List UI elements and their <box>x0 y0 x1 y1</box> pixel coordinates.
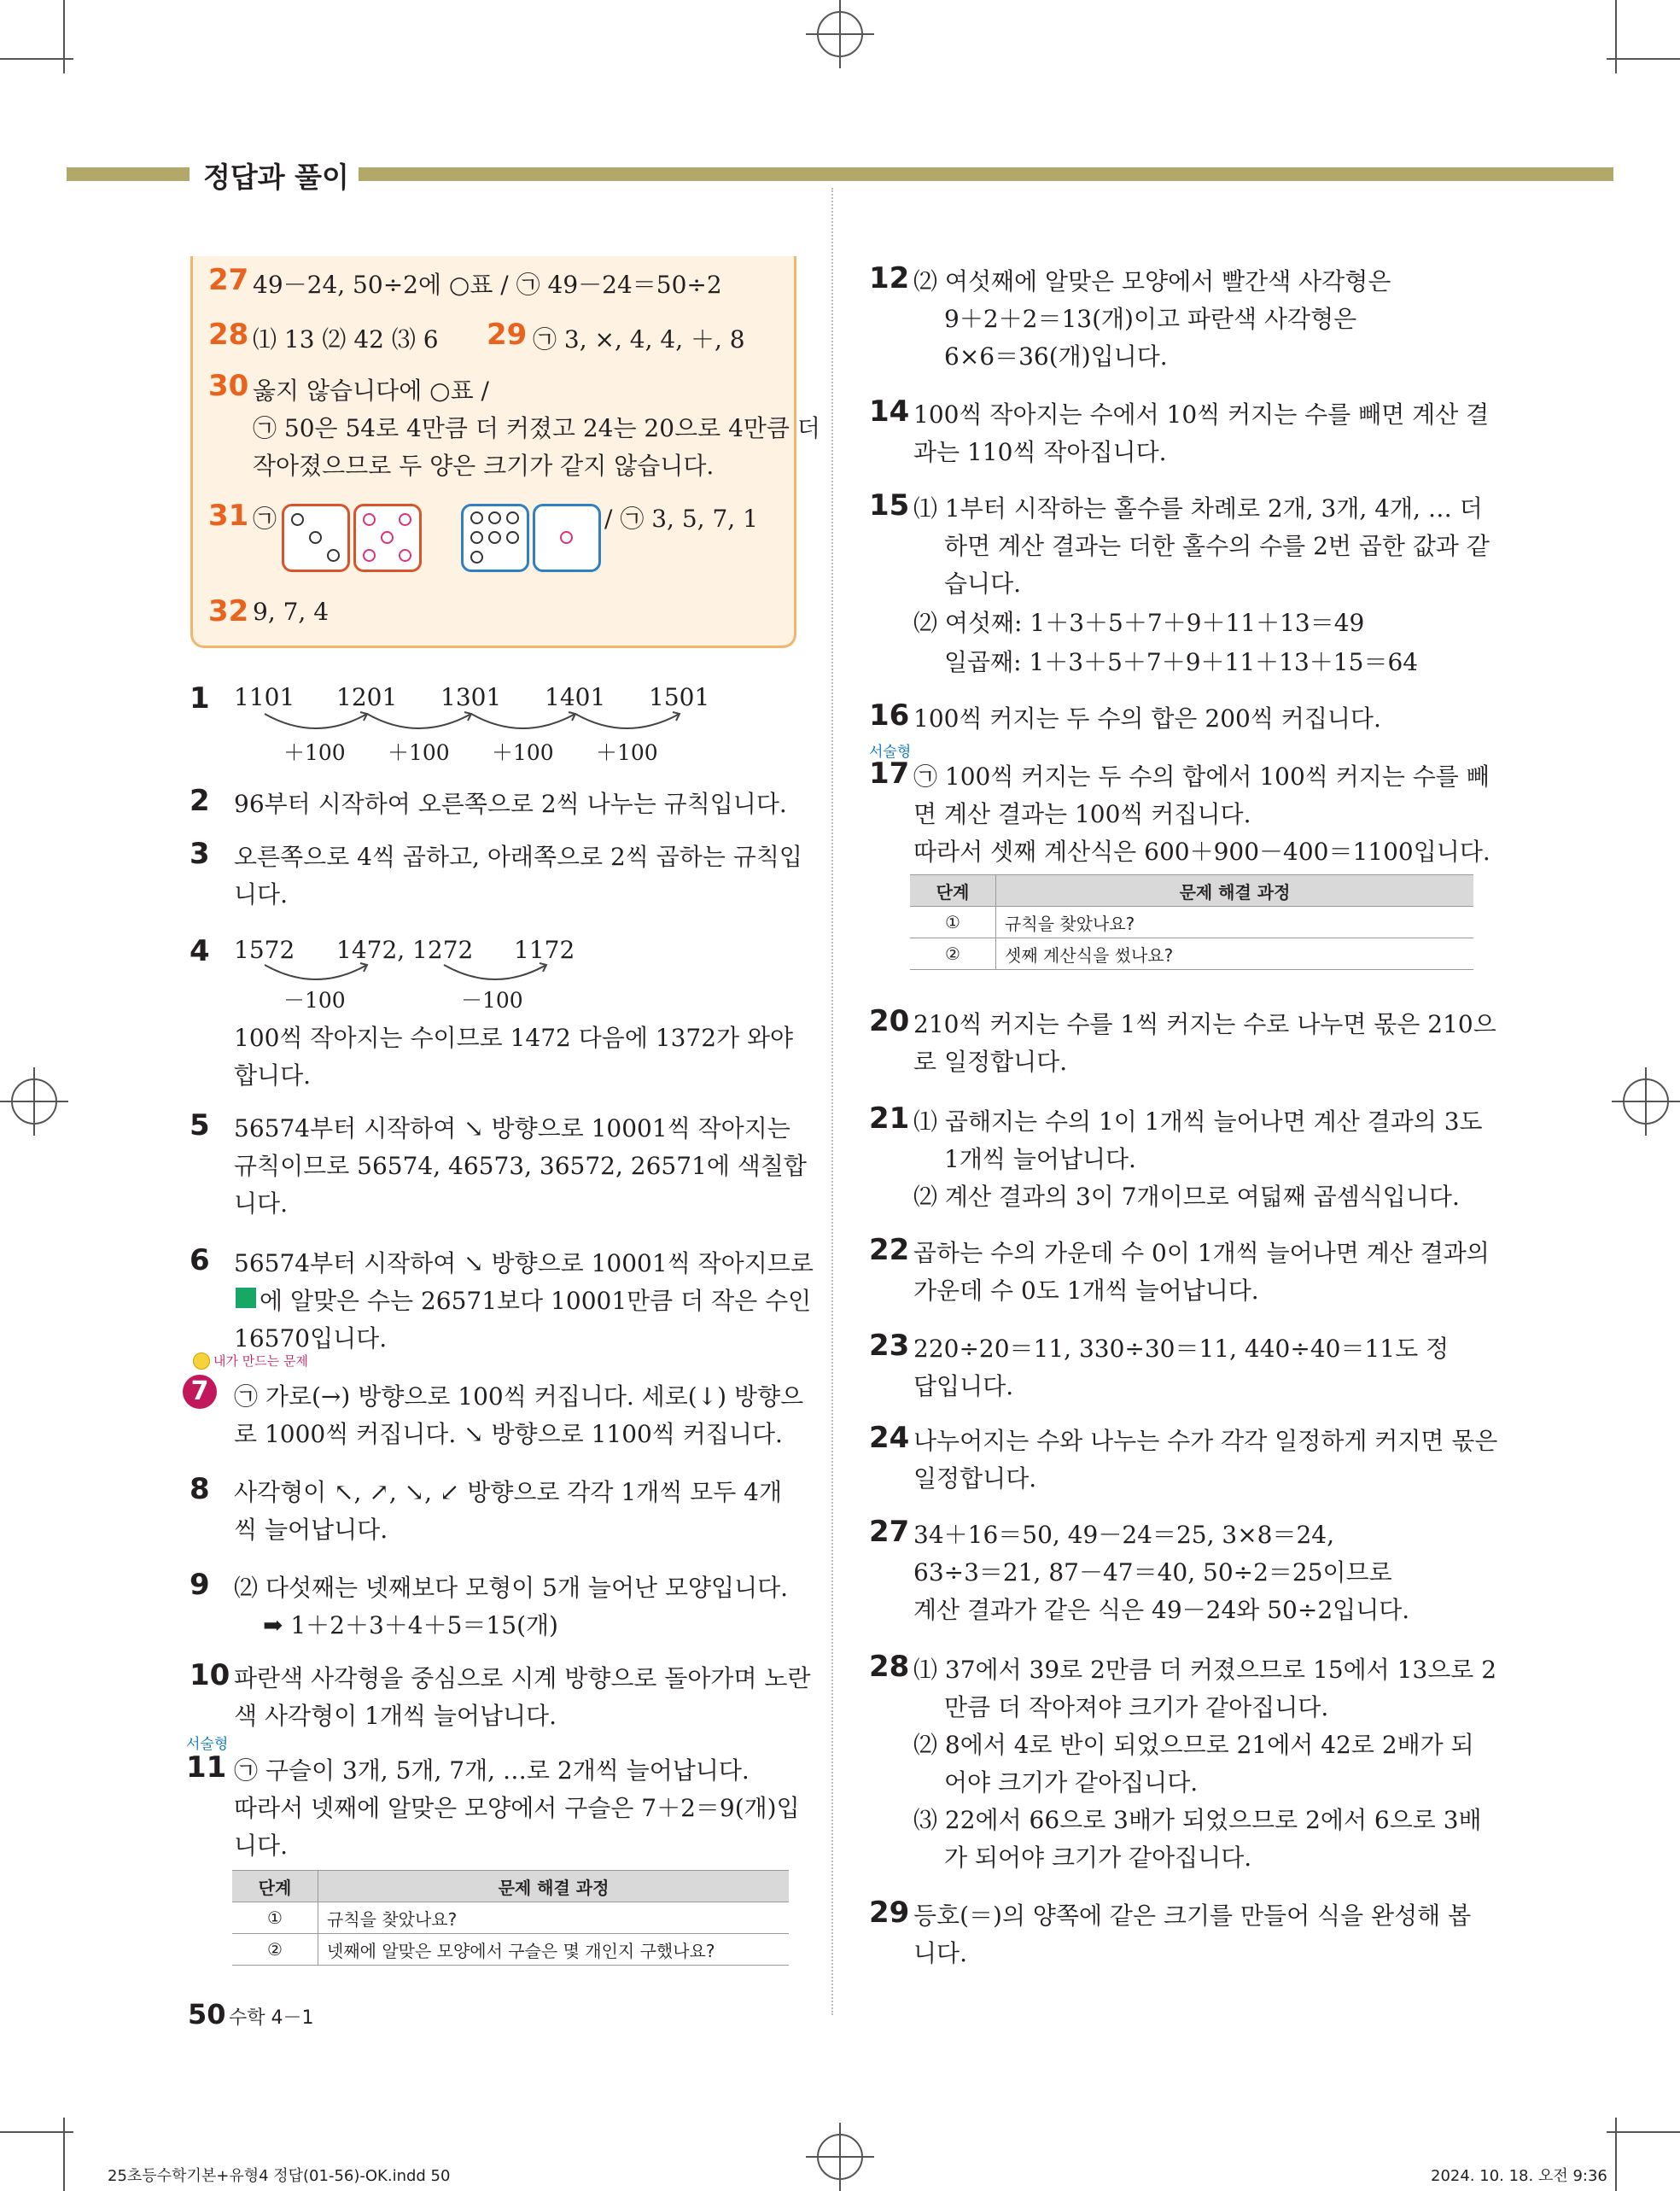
q-number: 12 <box>869 261 910 295</box>
step-label: －100 <box>461 988 523 1013</box>
q-number: 5 <box>190 1108 210 1142</box>
answer-text: 16570입니다. <box>234 1324 388 1353</box>
q-number: 31 <box>208 499 249 533</box>
answer-text: 6×6＝36(개)입니다. <box>944 342 1168 371</box>
q-number: 20 <box>869 1004 910 1038</box>
q-number: 21 <box>869 1101 910 1136</box>
q-number: 14 <box>869 394 910 429</box>
scoring-table <box>910 874 1473 970</box>
answer-text: 100씩 작아지는 수에서 10씩 커지는 수를 빼면 계산 결 <box>913 400 1490 429</box>
registration-mark <box>0 1059 68 1144</box>
sequence-value: 1301 <box>440 683 502 711</box>
answer-text: 오른쪽으로 4씩 곱하고, 아래쪽으로 2씩 곱하는 규칙입 <box>234 843 802 871</box>
answer-text: ⑵ 여섯째: 1＋3＋5＋7＋9＋11＋13＝49 <box>913 609 1365 637</box>
q-number: 27 <box>208 263 249 297</box>
answer-text: 56574부터 시작하여 ↘ 방향으로 10001씩 작아지는 <box>234 1114 790 1142</box>
q-number: 2 <box>190 784 210 818</box>
crop-mark <box>1615 0 1617 73</box>
sequence-value: 1572 <box>234 936 295 964</box>
answer-text: 96부터 시작하여 오른쪽으로 2씩 나누는 규칙입니다. <box>234 790 787 818</box>
answer-text: ⑴ 곱해지는 수의 1이 1개씩 늘어나면 계산 결과의 3도 <box>913 1107 1483 1136</box>
q-number: 16 <box>869 698 910 733</box>
answer-text: 220÷20＝11, 330÷30＝11, 440÷40＝11도 정 <box>913 1335 1450 1363</box>
answer-text: 56574부터 시작하여 ↘ 방향으로 10001씩 작아지므로 <box>234 1249 814 1277</box>
die-blue-7 <box>461 504 529 572</box>
sequence-value: 1472, 1272 <box>336 936 474 964</box>
answer-text: 작아졌으므로 두 양은 크기가 같지 않습니다. <box>253 452 715 480</box>
answer-text: 어야 크기가 같아집니다. <box>944 1768 1199 1797</box>
green-square-icon <box>236 1288 256 1308</box>
q-number: 29 <box>487 318 528 352</box>
answer-text: 34＋16＝50, 49－24＝25, 3×8＝24, <box>913 1521 1334 1549</box>
crop-mark <box>1607 2131 1680 2133</box>
answer-text: 등호(＝)의 양쪽에 같은 크기를 만들어 식을 완성해 봅 <box>913 1902 1472 1930</box>
answer-text: 9, 7, 4 <box>253 598 330 626</box>
table-cell: ② <box>232 1934 318 1966</box>
table-cell: ② <box>910 938 996 970</box>
sequence-value: 1401 <box>545 683 606 711</box>
problem-tag: 내가 만드는 문제 <box>213 1353 308 1369</box>
table-header: 단계 <box>910 875 996 907</box>
column-divider <box>831 188 833 2015</box>
step-label: ＋100 <box>388 740 450 765</box>
q-number: 17 <box>869 757 910 791</box>
answer-text: 49－24, 50÷2에 ○표 / ㉠ 49－24＝50÷2 <box>253 271 722 299</box>
q-number: 6 <box>190 1243 210 1277</box>
table-cell: ① <box>910 907 996 938</box>
table-cell: ① <box>232 1902 318 1934</box>
answer-text: 답입니다. <box>913 1372 1014 1400</box>
answer-text: 가 되어야 크기가 같아집니다. <box>944 1843 1252 1872</box>
answer-text: 면 계산 결과는 100씩 커집니다. <box>913 800 1251 828</box>
q-number: 22 <box>869 1233 910 1267</box>
answer-text: 에 알맞은 수는 26571보다 10001만큼 더 작은 수인 <box>260 1287 812 1315</box>
answer-text: 로 1000씩 커집니다. ↘ 방향으로 1100씩 커집니다. <box>234 1420 783 1448</box>
q-number: 3 <box>190 837 210 871</box>
answer-text: 계산 결과가 같은 식은 49－24와 50÷2입니다. <box>913 1596 1410 1624</box>
header-bar-left <box>67 167 190 181</box>
answer-text: 색 사각형이 1개씩 늘어납니다. <box>234 1702 557 1730</box>
table-header: 문제 해결 과정 <box>318 1871 790 1902</box>
answer-text: ⑴ 13 ⑵ 42 ⑶ 6 <box>253 325 439 353</box>
answer-text: ⑶ 22에서 66으로 3배가 되었으므로 2에서 6으로 3배 <box>913 1806 1482 1834</box>
answer-text: 옳지 않습니다에 ○표 / <box>253 377 489 405</box>
answer-text: 100씩 커지는 두 수의 합은 200씩 커집니다. <box>913 704 1381 733</box>
answer-text: 습니다. <box>944 570 1022 598</box>
answer-text: 로 일정합니다. <box>913 1048 1068 1076</box>
answer-text: 9＋2＋2＝13(개)이고 파란색 사각형은 <box>944 305 1357 333</box>
q-number: 8 <box>190 1472 210 1506</box>
q-number: 1 <box>190 681 210 716</box>
smiley-icon <box>193 1353 210 1370</box>
die-red-5 <box>353 504 422 572</box>
answer-text: 규칙이므로 56574, 46573, 36572, 26571에 색칠합 <box>234 1152 807 1180</box>
answer-text: 210씩 커지는 수를 1씩 커지는 수로 나누면 몫은 210으 <box>913 1010 1496 1038</box>
q-number: 4 <box>190 934 210 968</box>
answer-text: ⑵ 다섯째는 넷째보다 모형이 5개 늘어난 모양입니다. <box>234 1574 789 1602</box>
answer-text: 니다. <box>913 1939 967 1967</box>
q-number: 28 <box>208 318 249 352</box>
sequence-value: 1201 <box>336 683 398 711</box>
answer-text: / ㉠ 3, 5, 7, 1 <box>604 505 758 533</box>
print-file-info: 25초등수학기본+유형4 정답(01-56)-OK.indd 50 <box>108 2167 451 2185</box>
answer-text: ㉠ 100씩 커지는 두 수의 합에서 100씩 커지는 수를 빼 <box>913 762 1490 791</box>
q-number: 27 <box>869 1515 910 1549</box>
answer-text: 니다. <box>234 1189 288 1218</box>
answer-text: 합니다. <box>234 1061 312 1090</box>
answer-text: 씩 늘어납니다. <box>234 1516 388 1544</box>
sequence-value: 1501 <box>649 683 710 711</box>
step-label: ＋100 <box>596 740 658 765</box>
q-number: 32 <box>208 594 249 628</box>
answer-text: 일곱째: 1＋3＋5＋7＋9＋11＋13＋15＝64 <box>944 648 1419 676</box>
scoring-table <box>232 1870 789 1966</box>
die-red-3 <box>282 504 350 572</box>
answer-text: ㉠ <box>253 505 277 533</box>
registration-mark <box>1612 1059 1680 1144</box>
answer-text: ➡ 1＋2＋3＋4＋5＝15(개) <box>263 1611 558 1639</box>
answer-text: 사각형이 ↖, ↗, ↘, ↙ 방향으로 각각 1개씩 모두 4개 <box>234 1478 782 1506</box>
answer-text: ㉠ 구슬이 3개, 5개, 7개, …로 2개씩 늘어납니다. <box>234 1756 750 1785</box>
answer-text: 니다. <box>234 880 288 909</box>
registration-mark <box>797 2123 883 2191</box>
answer-text: 가운데 수 0도 1개씩 늘어납니다. <box>913 1277 1259 1305</box>
answer-text: 1개씩 늘어납니다. <box>944 1145 1136 1173</box>
answer-text: 파란색 사각형을 중심으로 시계 방향으로 돌아가며 노란 <box>234 1664 811 1692</box>
step-label: －100 <box>283 988 346 1013</box>
table-header: 단계 <box>232 1871 318 1902</box>
q-number: 24 <box>869 1421 910 1455</box>
answer-text: ⑵ 여섯째에 알맞은 모양에서 빨간색 사각형은 <box>913 267 1391 295</box>
q-number: 29 <box>869 1896 910 1930</box>
page-number: 50 <box>188 1998 226 2030</box>
answer-text: 만큼 더 작아져야 크기가 같아집니다. <box>944 1693 1329 1721</box>
table-cell: 규칙을 찾았나요? <box>318 1902 790 1934</box>
print-date: 2024. 10. 18. 오전 9:36 <box>1431 2167 1607 2185</box>
answer-text: ㉠ 가로(→) 방향으로 100씩 커집니다. 세로(↓) 방향으 <box>234 1382 804 1411</box>
answer-text: ㉠ 50은 54로 4만큼 더 커졌고 24는 20으로 4만큼 더 <box>253 414 820 442</box>
sequence-value: 1101 <box>234 683 295 711</box>
crop-mark <box>63 2118 65 2191</box>
q-number: 30 <box>208 369 249 403</box>
answer-text: 과는 110씩 작아집니다. <box>913 438 1167 466</box>
answer-text: 63÷3＝21, 87－47＝40, 50÷2＝25이므로 <box>913 1558 1392 1586</box>
answer-text: ㉠ 3, ×, 4, 4, ＋, 8 <box>533 325 745 353</box>
crop-mark <box>1607 58 1680 60</box>
header-bar-right <box>359 167 1613 181</box>
step-label: ＋100 <box>492 740 554 765</box>
subject-label: 수학 4－1 <box>229 2007 314 2029</box>
sequence-value: 1172 <box>514 936 575 964</box>
answer-text: 일정합니다. <box>913 1464 1037 1493</box>
answer-text: ⑵ 8에서 4로 반이 되었으므로 21에서 42로 2배가 되 <box>913 1731 1474 1759</box>
table-cell: 넷째에 알맞은 모양에서 구슬은 몇 개인지 구했나요? <box>318 1934 790 1966</box>
registration-mark <box>797 0 883 68</box>
q-number: 23 <box>869 1329 910 1363</box>
q-number: 11 <box>186 1750 227 1785</box>
answer-text: 따라서 셋째 계산식은 600＋900－400＝1100입니다. <box>913 838 1490 866</box>
page-title: 정답과 풀이 <box>203 161 349 194</box>
descriptive-tag: 서술형 <box>869 744 912 761</box>
q-number: 10 <box>190 1658 230 1692</box>
table-header: 문제 해결 과정 <box>996 875 1474 907</box>
q-number-badge: 7 <box>183 1375 217 1409</box>
answer-text: 100씩 작아지는 수이므로 1472 다음에 1372가 와야 <box>234 1024 794 1052</box>
q-number: 9 <box>190 1568 210 1602</box>
step-label: ＋100 <box>283 740 346 765</box>
q-number: 28 <box>869 1650 910 1684</box>
answer-text: ⑴ 37에서 39로 2만큼 더 커졌으므로 15에서 13으로 2 <box>913 1656 1497 1684</box>
answer-text: 나누어지는 수와 나누는 수가 각각 일정하게 커지면 몫은 <box>913 1427 1498 1455</box>
crop-mark <box>63 0 65 73</box>
descriptive-tag: 서술형 <box>186 1736 229 1753</box>
table-cell: 규칙을 찾았나요? <box>996 907 1474 938</box>
answer-text: ⑵ 계산 결과의 3이 7개이므로 여덟째 곱셈식입니다. <box>913 1183 1460 1211</box>
answer-text: ⑴ 1부터 시작하는 홀수를 차례로 2개, 3개, 4개, … 더 <box>913 494 1483 523</box>
answer-text: 따라서 넷째에 알맞은 모양에서 구슬은 7＋2＝9(개)입 <box>234 1794 800 1822</box>
answer-text: 곱하는 수의 가운데 수 0이 1개씩 늘어나면 계산 결과의 <box>913 1239 1490 1267</box>
table-cell: 셋째 계산식을 썼나요? <box>996 938 1474 970</box>
die-blue-1 <box>533 504 601 572</box>
q-number: 15 <box>869 488 910 523</box>
answer-text: 니다. <box>234 1832 288 1860</box>
answer-text: 하면 계산 결과는 더한 홀수의 수를 2번 곱한 값과 같 <box>944 532 1490 560</box>
crop-mark <box>1615 2118 1617 2191</box>
